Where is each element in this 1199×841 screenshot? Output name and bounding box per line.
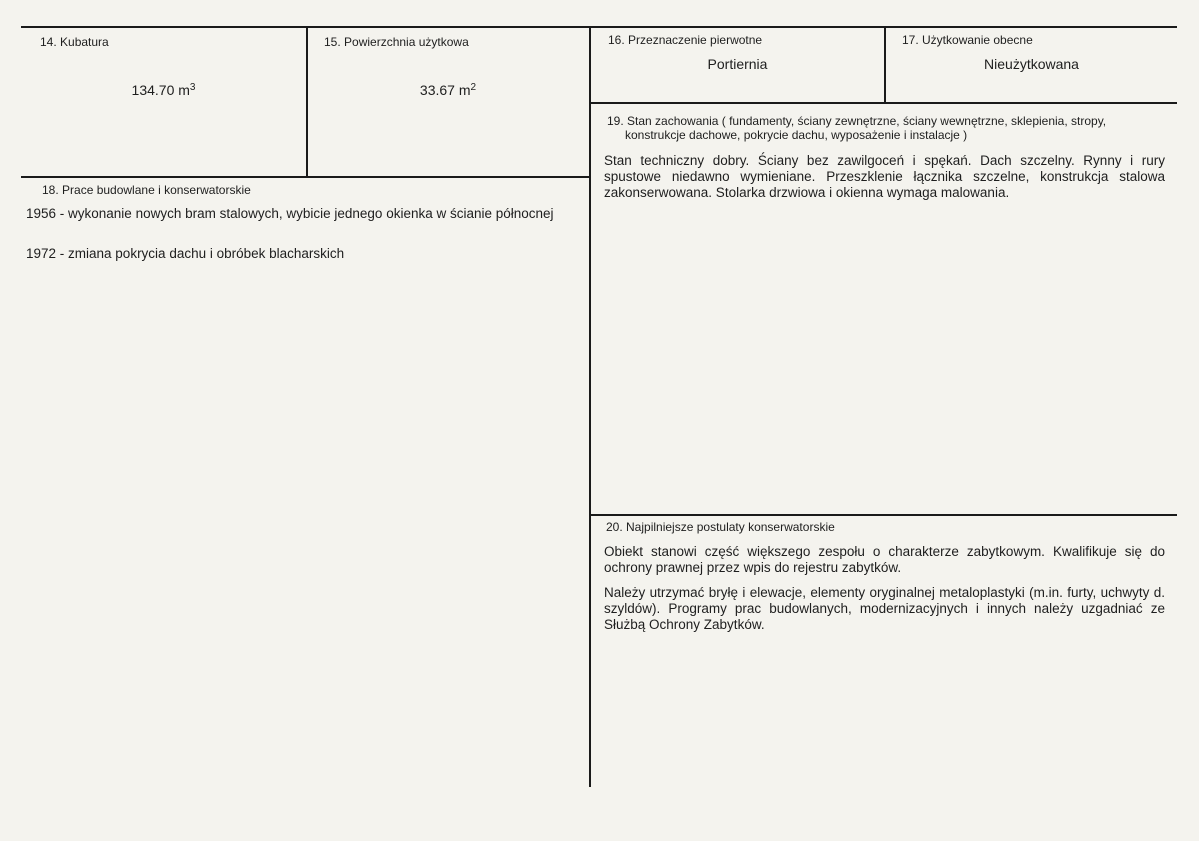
- field-20-label: 20. Najpilniejsze postulaty konserwatorskie: [606, 520, 835, 534]
- field-19-text: Stan techniczny dobry. Ściany bez zawilgoceń i spękań. Dach szczelny. Rynny i rury spustowe niedawno wymieniane. Przeszklenie łącznika szczelne, konstrukcja stalowa zakonserwowana. Stolarka drzwiowa i okienna wymaga malowania.: [604, 153, 1165, 200]
- field-18-entry: 1956 - wykonanie nowych bram stalowych, wybicie jednego okienka w ścianie północnej: [26, 206, 554, 221]
- field-16-value: Portiernia: [707, 56, 768, 72]
- top-border: [21, 26, 1177, 28]
- field-19-label-continued: konstrukcje dachowe, pokrycie dachu, wyposażenie i instalacje ): [625, 128, 968, 142]
- field-15-label: 15. Powierzchnia użytkowa: [324, 35, 469, 49]
- divider-14-18: [21, 176, 590, 178]
- field-15-value: [307, 82, 589, 98]
- field-20-paragraph: Obiekt stanowi część większego zespołu o charakterze zabytkowym. Kwalifikuje się do ochrony prawnej przez wpis do rejestru zabytków.: [604, 544, 1165, 575]
- field-18-label: 18. Prace budowlane i konserwatorskie: [42, 183, 251, 197]
- divider-19-20: [589, 514, 1177, 516]
- field-15-number: 33.67 m: [419, 82, 471, 98]
- field-15-unit-exponent: 2: [470, 82, 477, 93]
- field-14-unit-exponent: 3: [189, 82, 196, 93]
- field-17-label: 17. Użytkowanie obecne: [902, 33, 1033, 47]
- field-14-label: 14. Kubatura: [40, 35, 109, 49]
- field-19-label: 19. Stan zachowania ( fundamenty, ściany zewnętrzne, ściany wewnętrzne, sklepienia, stropy,: [607, 114, 1107, 128]
- field-14-number: 134.70 m: [131, 82, 190, 98]
- field-18-entry: 1972 - zmiana pokrycia dachu i obróbek blacharskich: [26, 246, 345, 261]
- field-14-value: [21, 82, 306, 98]
- divider-16-19: [589, 102, 1177, 104]
- field-17-value: Nieużytkowana: [984, 56, 1079, 72]
- field-20-paragraph: Należy utrzymać bryłę i elewacje, elementy oryginalnej metaloplastyki (m.in. furty, uchwyty d. szyldów). Programy prac budowlanych, modernizacyjnych i innych należy uzgadniać ze Służbą Ochrony Zabytków.: [604, 585, 1165, 632]
- center-divider: [589, 26, 591, 787]
- divider-14-15: [306, 26, 308, 177]
- field-16-label: 16. Przeznaczenie pierwotne: [608, 33, 763, 47]
